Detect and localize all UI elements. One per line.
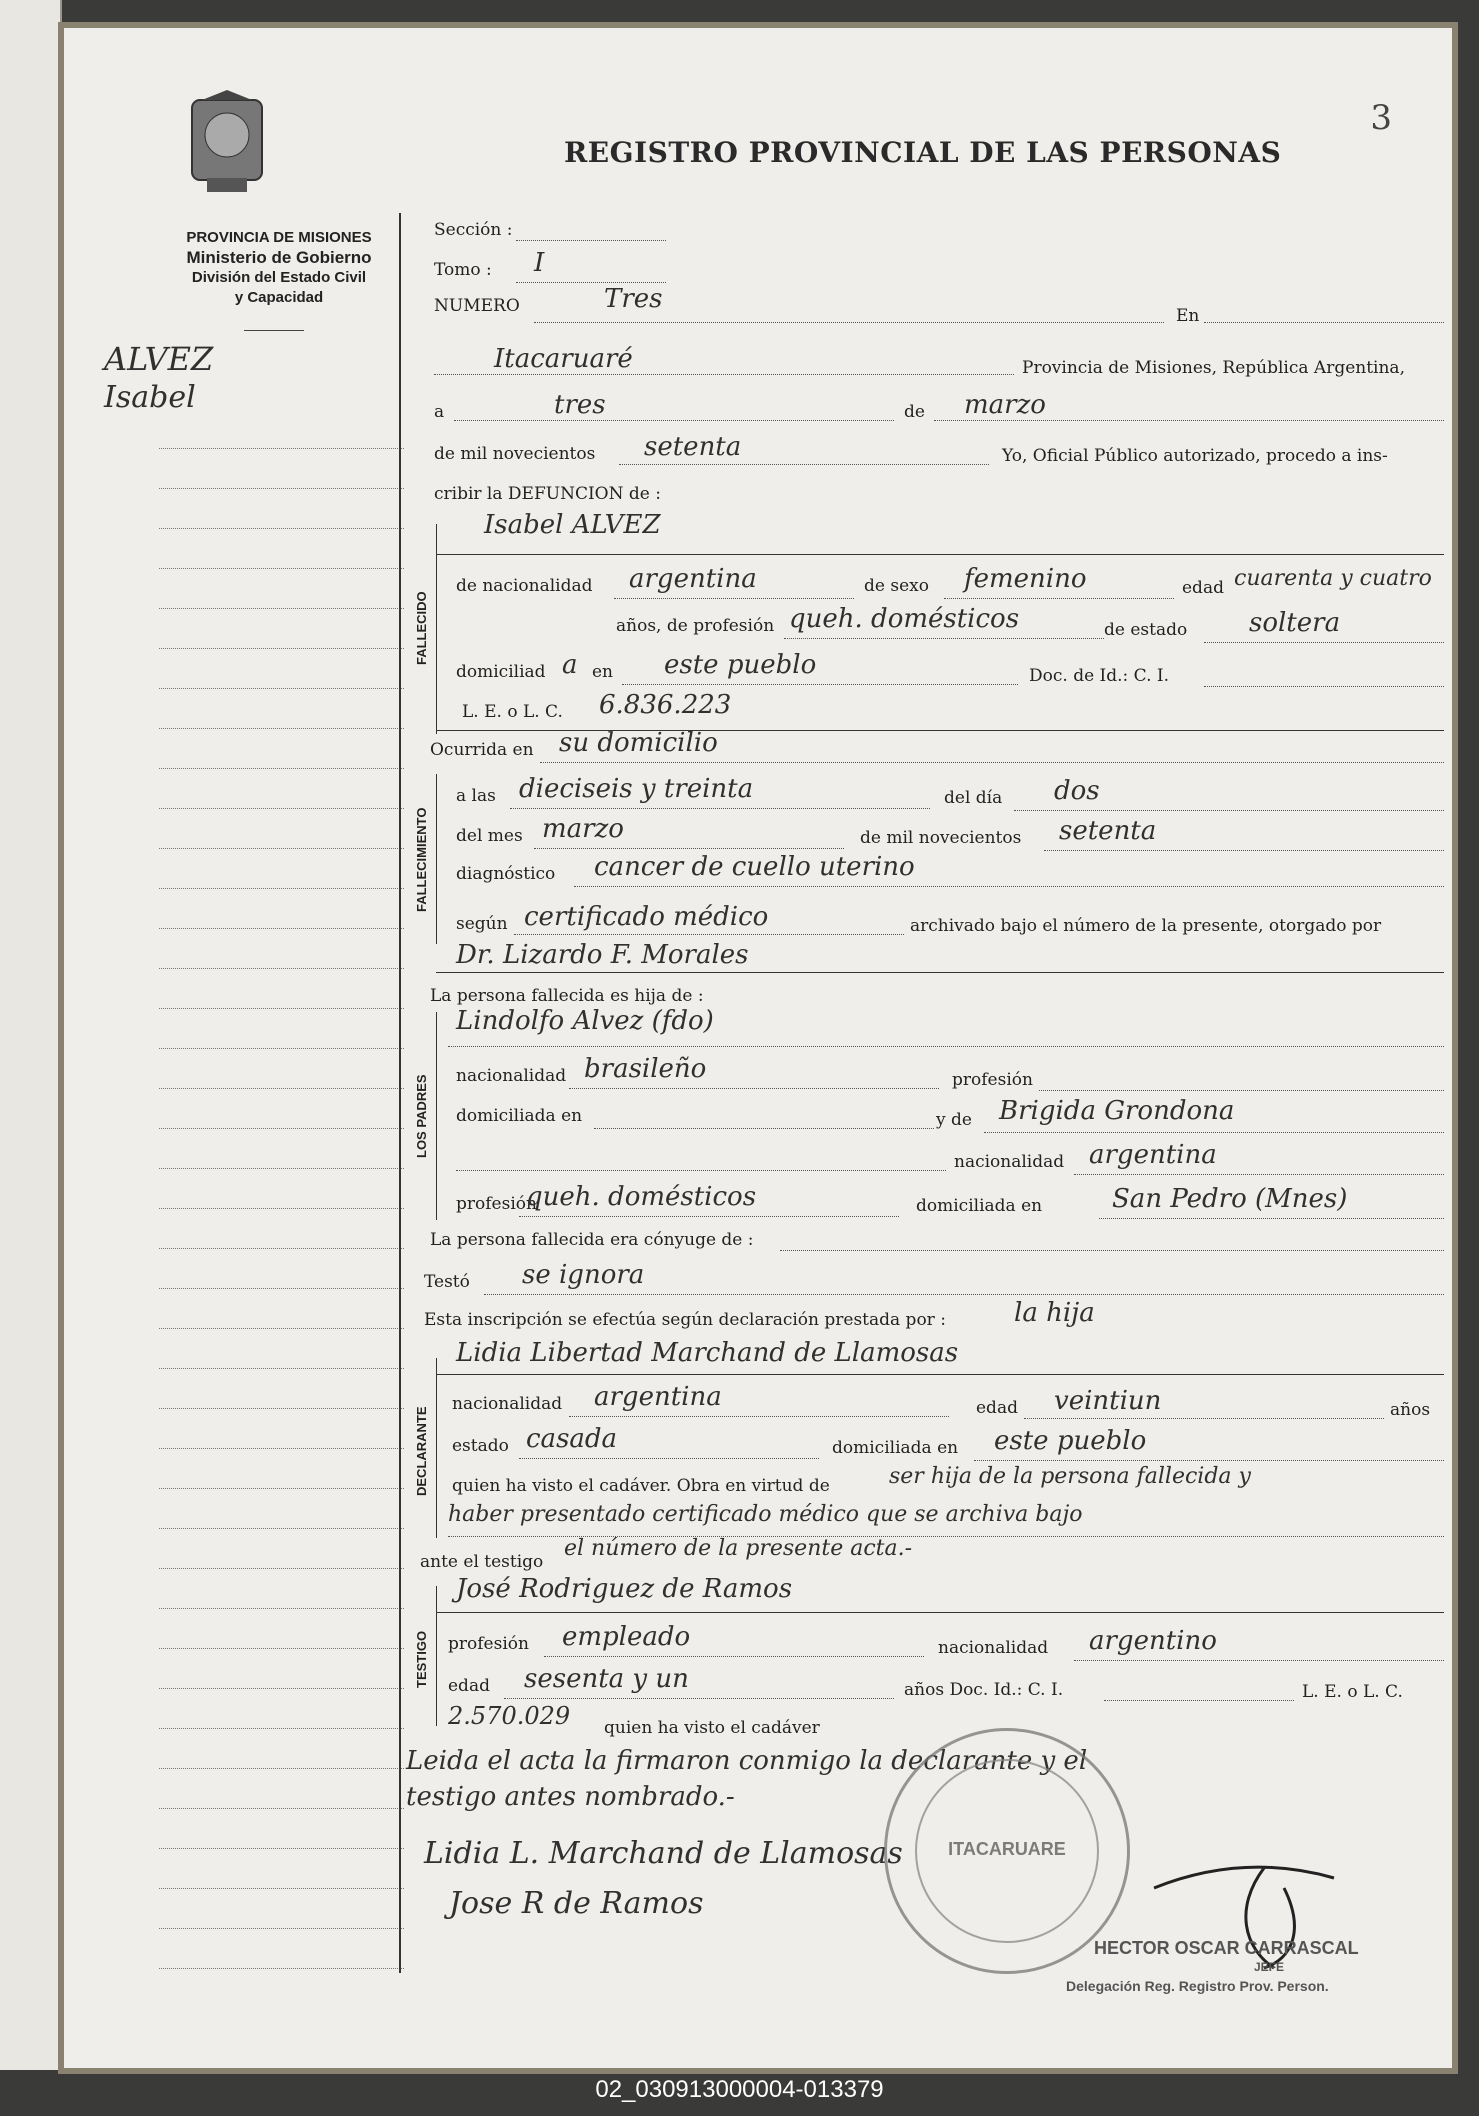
mes-value: marzo bbox=[964, 390, 1046, 420]
padre-value: Lindolfo Alvez (fdo) bbox=[456, 1006, 714, 1036]
dia-value: tres bbox=[554, 390, 606, 420]
declarante-visto-label: quien ha visto el cadáver. Obra en virtud de bbox=[452, 1476, 830, 1496]
deldia-label: del día bbox=[944, 788, 1003, 808]
fallecido-nac-value: argentina bbox=[629, 564, 757, 594]
tomo-field bbox=[516, 282, 666, 283]
margin-rule-line bbox=[159, 1248, 404, 1249]
delmes-label: del mes bbox=[456, 826, 523, 846]
ante-testigo-label: ante el testigo bbox=[420, 1552, 544, 1572]
fallecido-le-value: 6.836.223 bbox=[599, 690, 732, 720]
margin-surname: ALVEZ bbox=[104, 340, 214, 378]
fallecimiento-anio-value: setenta bbox=[1059, 816, 1157, 846]
fallecido-nombre-rule bbox=[436, 554, 1444, 555]
segun-value: certificado médico bbox=[524, 902, 769, 932]
provincia-label: Provincia de Misiones, República Argentina, bbox=[1022, 358, 1405, 378]
cribir-label: cribir la DEFUNCION de : bbox=[434, 484, 661, 504]
fallecido-nac-label: de nacionalidad bbox=[456, 576, 593, 596]
testigo-prof-field bbox=[544, 1656, 924, 1657]
section-fallecimiento: FALLECIMIENTO bbox=[414, 807, 429, 913]
madre-nac-label: nacionalidad bbox=[954, 1152, 1065, 1172]
margin-rule-line bbox=[159, 888, 404, 889]
fallecimiento-dia-value: dos bbox=[1054, 776, 1100, 806]
tomo-label: Tomo : bbox=[434, 260, 492, 280]
padre-nac-value: brasileño bbox=[584, 1054, 707, 1084]
declarante-anios-label: años bbox=[1390, 1400, 1431, 1420]
ocurrida-field bbox=[540, 762, 1444, 763]
margin-rule-line bbox=[159, 1288, 404, 1289]
madre-prof-label: profesión bbox=[456, 1194, 537, 1214]
conyuge-field bbox=[780, 1250, 1444, 1251]
madre-field bbox=[984, 1132, 1444, 1133]
declarante-estado-value: casada bbox=[526, 1424, 618, 1454]
testigo-anios-label: años Doc. Id.: C. I. bbox=[904, 1680, 1064, 1700]
issuer-header bbox=[134, 228, 424, 308]
fallecimiento-anio-field bbox=[1044, 850, 1444, 851]
lugar-field bbox=[434, 374, 1014, 375]
book-left-page-edge bbox=[0, 0, 62, 2070]
fallecido-le-label: L. E. o L. C. bbox=[462, 702, 563, 722]
margin-rule-line bbox=[159, 1488, 404, 1489]
oficial-label: Yo, Oficial Público autorizado, procedo a ins- bbox=[1002, 446, 1388, 466]
header-province: PROVINCIA DE MISIONES bbox=[186, 229, 372, 246]
madre-nac-value: argentina bbox=[1089, 1140, 1217, 1170]
stamp-role: JEFE bbox=[1254, 1960, 1285, 1974]
declarante-nombre: Lidia Libertad Marchand de Llamosas bbox=[456, 1338, 959, 1368]
section-declarante: DECLARANTE bbox=[414, 1406, 429, 1496]
seccion-field bbox=[516, 240, 666, 241]
margin-rule-line bbox=[159, 1688, 404, 1689]
declarante-nombre-rule bbox=[436, 1374, 1444, 1375]
section-padres: LOS PADRES bbox=[414, 1074, 429, 1158]
margin-rule-line bbox=[159, 1768, 404, 1769]
fallecido-doc-label: Doc. de Id.: C. I. bbox=[1029, 666, 1170, 686]
section-declarante-border bbox=[414, 1358, 437, 1538]
margin-rule-line bbox=[159, 1568, 404, 1569]
segun-field bbox=[514, 934, 904, 935]
margin-rule-line bbox=[159, 688, 404, 689]
fallecido-nombre: Isabel ALVEZ bbox=[484, 510, 661, 540]
margin-rule-line bbox=[159, 528, 404, 529]
testigo-doc-field bbox=[1104, 1700, 1294, 1701]
margin-rule-line bbox=[159, 1968, 404, 1969]
margin-rule-line bbox=[159, 848, 404, 849]
segun-label: según bbox=[456, 914, 508, 934]
padre-dom-label: domiciliada en bbox=[456, 1106, 583, 1126]
declarante-estado-field bbox=[519, 1458, 819, 1459]
testigo-edad-value: sesenta y un bbox=[524, 1664, 689, 1694]
fallecido-dom-field bbox=[622, 684, 1018, 685]
lugar-value: Itacaruaré bbox=[494, 344, 633, 374]
fallecido-estado-value: soltera bbox=[1249, 608, 1341, 638]
margin-rule-line bbox=[159, 1808, 404, 1809]
medico-value: Dr. Lizardo F. Morales bbox=[456, 940, 749, 970]
madre-extra-field bbox=[456, 1170, 946, 1171]
declarante-nac-label: nacionalidad bbox=[452, 1394, 563, 1414]
declarante-edad-value: veintiun bbox=[1054, 1386, 1162, 1416]
padre-dom-field bbox=[594, 1128, 934, 1129]
margin-rule-line bbox=[159, 1728, 404, 1729]
testigo-doc-value: 2.570.029 bbox=[448, 1702, 571, 1730]
a-label: a bbox=[434, 402, 445, 422]
fallecido-sexo-value: femenino bbox=[964, 564, 1087, 594]
fallecido-edad-value: cuarenta y cuatro bbox=[1234, 566, 1432, 591]
margin-rule-line bbox=[159, 1048, 404, 1049]
padre-field bbox=[448, 1046, 1444, 1047]
seccion-label: Sección : bbox=[434, 220, 513, 240]
declarante-edad-label: edad bbox=[976, 1398, 1018, 1418]
declaracion-value: la hija bbox=[1014, 1298, 1095, 1328]
header-division: División del Estado Civil bbox=[191, 269, 367, 286]
margin-rule-line bbox=[159, 488, 404, 489]
header-capacity: y Capacidad bbox=[234, 289, 324, 306]
fallecido-dom-label: domiciliad bbox=[456, 662, 546, 682]
alas-label: a las bbox=[456, 786, 496, 806]
fallecido-nac-field bbox=[614, 598, 854, 599]
fallecimiento-bottom-rule bbox=[436, 972, 1444, 973]
image-caption: 02_030913000004-013379 bbox=[595, 2076, 884, 2103]
testigo-nombre-rule bbox=[436, 1612, 1444, 1613]
document-title: REGISTRO PROVINCIAL DE LAS PERSONAS bbox=[564, 136, 1282, 169]
margin-rule-line bbox=[159, 728, 404, 729]
margin-rule-line bbox=[159, 1208, 404, 1209]
yde-label: y de bbox=[936, 1110, 972, 1130]
fallecido-en-label: en bbox=[592, 662, 614, 682]
section-fallecido: FALLECIDO bbox=[414, 591, 429, 665]
en-field bbox=[1204, 322, 1444, 323]
cierre-linea-1: Leida el acta la firmaron conmigo la declarante y el bbox=[406, 1746, 1088, 1776]
hija-label: La persona fallecida es hija de : bbox=[430, 986, 704, 1006]
margin-rule-line bbox=[159, 1448, 404, 1449]
fallecido-anios-label: años, de profesión bbox=[616, 616, 775, 636]
padre-prof-field bbox=[1039, 1090, 1444, 1091]
diag-field bbox=[574, 886, 1444, 887]
declarante-edad-field bbox=[1024, 1418, 1384, 1419]
declarante-nac-value: argentina bbox=[594, 1382, 722, 1412]
margin-rule-line bbox=[159, 1648, 404, 1649]
fallecido-doc-field bbox=[1204, 686, 1444, 687]
fallecido-prof-value: queh. domésticos bbox=[789, 604, 1020, 634]
margin-rule-line bbox=[159, 1088, 404, 1089]
testigo-edad-field bbox=[504, 1698, 894, 1699]
margin-rule-line bbox=[159, 1328, 404, 1329]
section-testigo: TESTIGO bbox=[414, 1630, 429, 1688]
testo-value: se ignora bbox=[522, 1260, 645, 1290]
diag-value: cancer de cuello uterino bbox=[594, 852, 915, 882]
margin-rule-line bbox=[159, 968, 404, 969]
testigo-nac-label: nacionalidad bbox=[938, 1638, 1049, 1658]
numero-value: Tres bbox=[604, 284, 663, 314]
margin-rule-line bbox=[159, 768, 404, 769]
madre-prof-value: queh. domésticos bbox=[526, 1182, 757, 1212]
margin-rule-line bbox=[159, 1928, 404, 1929]
conyuge-label: La persona fallecida era cónyuge de : bbox=[430, 1230, 754, 1250]
declarante-virtud-value: ser hija de la persona fallecida y bbox=[889, 1464, 1251, 1489]
testigo-nac-value: argentino bbox=[1089, 1626, 1217, 1656]
header-underline bbox=[244, 330, 304, 331]
fallecido-sexo-label: de sexo bbox=[864, 576, 929, 596]
testo-field bbox=[484, 1294, 1444, 1295]
madre-prof-field bbox=[519, 1216, 899, 1217]
declarante-dom-value: este pueblo bbox=[994, 1426, 1147, 1456]
cierre-linea-2: testigo antes nombrado.- bbox=[406, 1782, 735, 1812]
madre-dom-label: domiciliada en bbox=[916, 1196, 1043, 1216]
margin-rule-line bbox=[159, 1128, 404, 1129]
madre-nac-field bbox=[1074, 1174, 1444, 1175]
document-page bbox=[64, 28, 1452, 2068]
numero-label: NUMERO bbox=[434, 296, 520, 316]
margin-rule-line bbox=[159, 1008, 404, 1009]
padre-nac-field bbox=[569, 1088, 939, 1089]
stamp-office: Delegación Reg. Registro Prov. Person. bbox=[1066, 1978, 1329, 1994]
margin-rule-line bbox=[159, 928, 404, 929]
mil-label: de mil novecientos bbox=[434, 444, 596, 464]
margin-rule-line bbox=[159, 1368, 404, 1369]
padre-nac-label: nacionalidad bbox=[456, 1066, 567, 1086]
fallecido-estado-label: de estado bbox=[1104, 620, 1188, 640]
fallecido-estado-field bbox=[1204, 642, 1444, 643]
declaracion-label: Esta inscripción se efectúa según declaración prestada por : bbox=[424, 1310, 946, 1330]
anio-field bbox=[619, 464, 989, 465]
testigo-visto-label: quien ha visto el cadáver bbox=[604, 1718, 820, 1738]
fallecimiento-mes-field bbox=[534, 848, 844, 849]
coat-of-arms-icon bbox=[182, 90, 272, 200]
testigo-nac-field bbox=[1074, 1660, 1444, 1661]
stamp-name: HECTOR OSCAR CARRASCAL bbox=[1094, 1938, 1359, 1958]
firma-declarante: Lidia L. Marchand de Llamosas bbox=[424, 1836, 903, 1871]
margin-rule-line bbox=[159, 608, 404, 609]
testo-label: Testó bbox=[424, 1272, 470, 1292]
margin-rule-line bbox=[159, 1408, 404, 1409]
archivado-label: archivado bajo el número de la presente, otorgado por bbox=[910, 916, 1382, 936]
ocurrida-value: su domicilio bbox=[559, 728, 718, 758]
anio-value: setenta bbox=[644, 432, 742, 462]
hora-value: dieciseis y treinta bbox=[519, 774, 754, 804]
margin-rule-line bbox=[159, 1528, 404, 1529]
testigo-edad-label: edad bbox=[448, 1676, 490, 1696]
hora-field bbox=[510, 808, 930, 809]
margin-given-name: Isabel bbox=[104, 380, 196, 415]
page-number: 3 bbox=[1370, 98, 1392, 138]
margin-rule-line bbox=[159, 1168, 404, 1169]
fallecido-dom-value: este pueblo bbox=[664, 650, 817, 680]
fallecido-dom-suffix: a bbox=[562, 650, 578, 680]
section-padres-border bbox=[414, 1012, 437, 1220]
margin-rule-line bbox=[159, 1608, 404, 1609]
fallecimiento-mil-label: de mil novecientos bbox=[860, 828, 1022, 848]
margin-rule-line bbox=[159, 648, 404, 649]
numero-field bbox=[534, 322, 1164, 323]
section-fallecido-border bbox=[414, 524, 437, 734]
de-label: de bbox=[904, 402, 925, 422]
fallecimiento-dia-field bbox=[1014, 810, 1444, 811]
fallecimiento-mes-value: marzo bbox=[542, 814, 624, 844]
margin-rule-line bbox=[159, 1848, 404, 1849]
margin-rule-line bbox=[159, 808, 404, 809]
declarante-dom-label: domiciliada en bbox=[832, 1438, 959, 1458]
margin-rule-line bbox=[159, 568, 404, 569]
declarante-dom-field bbox=[974, 1460, 1444, 1461]
fallecido-edad-label: edad bbox=[1182, 578, 1224, 598]
ocurrida-label: Ocurrida en bbox=[430, 740, 534, 760]
testigo-le-label: L. E. o L. C. bbox=[1302, 1682, 1403, 1702]
margin-divider bbox=[399, 213, 401, 1973]
margin-rule-line bbox=[159, 448, 404, 449]
fallecido-sexo-field bbox=[944, 598, 1174, 599]
madre-value: Brigida Grondona bbox=[999, 1096, 1235, 1126]
fallecido-prof-field bbox=[784, 638, 1104, 639]
section-fallecimiento-border bbox=[414, 774, 437, 944]
padre-prof-label: profesión bbox=[952, 1070, 1033, 1090]
mes-field bbox=[934, 420, 1444, 421]
testigo-prof-label: profesión bbox=[448, 1634, 529, 1654]
dia-field bbox=[454, 420, 894, 421]
testigo-prof-value: empleado bbox=[562, 1622, 691, 1652]
margin-rule-line bbox=[159, 1888, 404, 1889]
declarante-virtud-value-2: haber presentado certificado médico que se archiva bajo bbox=[448, 1502, 1083, 1527]
section-testigo-border bbox=[414, 1586, 437, 1726]
header-ministry: Ministerio de Gobierno bbox=[186, 248, 372, 267]
madre-dom-field bbox=[1099, 1218, 1444, 1219]
diag-label: diagnóstico bbox=[456, 864, 556, 884]
madre-dom-value: San Pedro (Mnes) bbox=[1112, 1184, 1348, 1214]
testigo-nombre: José Rodriguez de Ramos bbox=[456, 1574, 793, 1604]
firma-testigo: Jose R de Ramos bbox=[449, 1886, 704, 1921]
en-label: En bbox=[1176, 306, 1200, 326]
tomo-value: I bbox=[534, 248, 545, 278]
declarante-nac-field bbox=[569, 1416, 949, 1417]
declarante-virtud-value-3: el número de la presente acta.- bbox=[564, 1536, 913, 1561]
declarante-estado-label: estado bbox=[452, 1436, 509, 1456]
seal-text: ITACARUARE bbox=[948, 1839, 1066, 1859]
